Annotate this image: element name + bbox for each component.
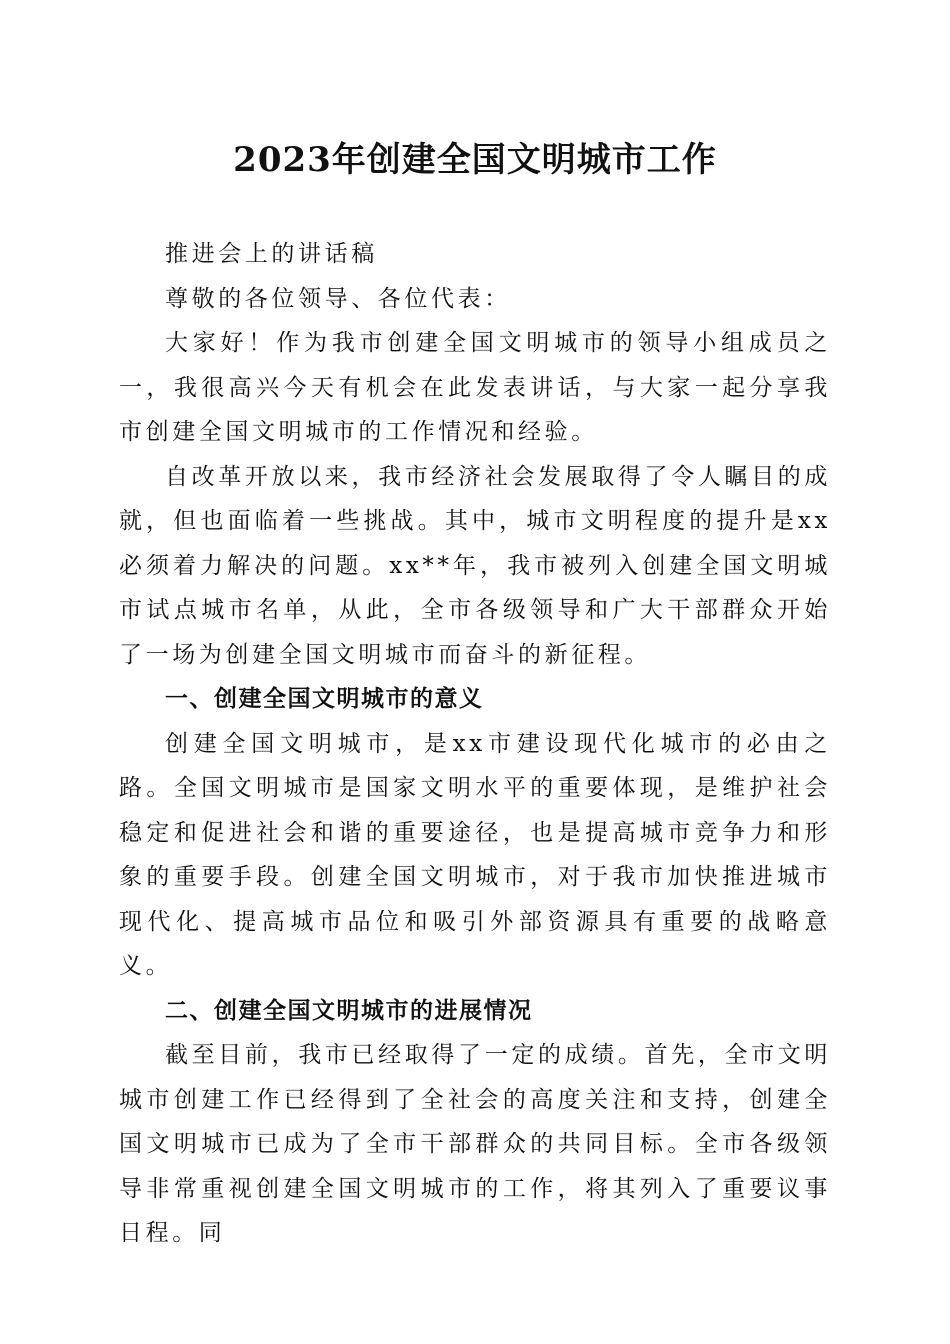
section-heading-progress: 二、创建全国文明城市的进展情况: [165, 997, 533, 1024]
progress-paragraph: 截至目前，我市已经取得了一定的成绩。首先，全市文明城市创建工作已经得到了全社会的高度关注和支持，创建全国文明城市已成为了全市干部群众的共同目标。全市各级领导非常重视创建全国文明城市的工作，将其列入了重要议事日程。同: [119, 1042, 831, 1246]
salutation-paragraph: 尊敬的各位领导、各位代表：: [165, 285, 511, 312]
document-title: 2023年创建全国文明城市工作: [233, 140, 717, 180]
significance-paragraph: 创建全国文明城市，是xx市建设现代化城市的必由之路。全国文明城市是国家文明水平的重要体现，是维护社会稳定和促进社会和谐的重要途径，也是提高城市竞争力和形象的重要手段。创建全国文明城市，对于我市加快推进城市现代化、提高城市品位和吸引外部资源具有重要的战略意义。: [119, 730, 831, 979]
document-body: [119, 232, 831, 1256]
section-heading-significance: 一、创建全国文明城市的意义: [165, 686, 484, 712]
greeting-paragraph: 大家好！作为我市创建全国文明城市的领导小组成员之一，我很高兴今天有机会在此发表讲话，与大家一起分享我市创建全国文明城市的工作情况和经验。: [119, 330, 831, 445]
background-paragraph: 自改革开放以来，我市经济社会发展取得了令人瞩目的成就，但也面临着一些挑战。其中，城市文明程度的提升是xx必须着力解决的问题。xx**年，我市被列入创建全国文明城市试点城市名单，从此，全市各级领导和广大干部群众开始了一场为创建全国文明城市而奋斗的新征程。: [119, 463, 831, 668]
subtitle-paragraph: 推进会上的讲话稿: [165, 241, 378, 267]
